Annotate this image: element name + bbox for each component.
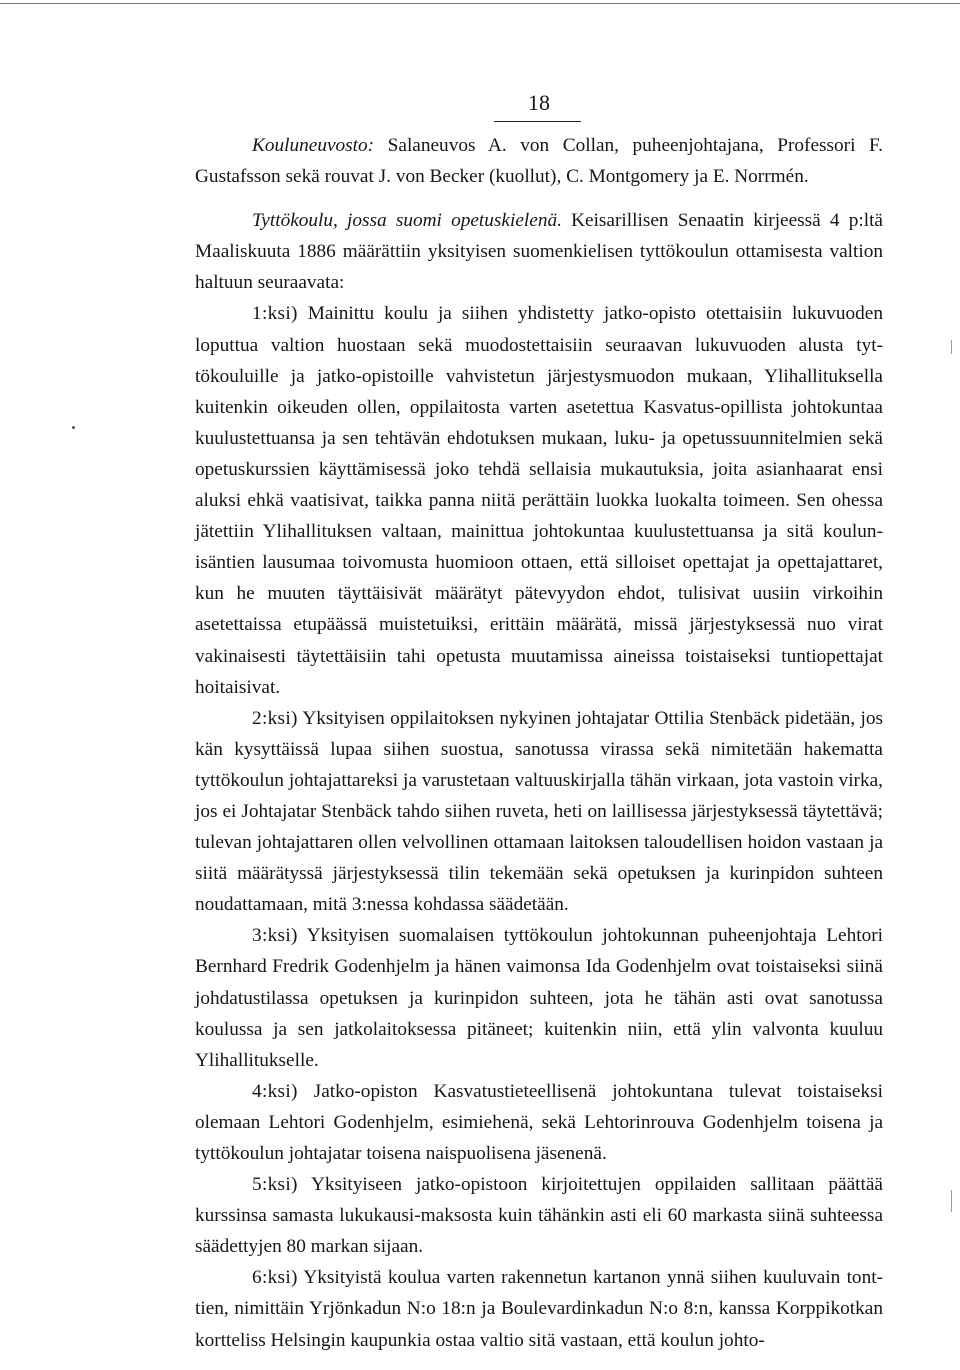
page-number-underline — [494, 121, 581, 122]
council-label: Kouluneuvosto: — [252, 135, 375, 156]
stray-ink-dot — [72, 426, 75, 429]
margin-tick-mark — [951, 340, 952, 354]
page-number: 18 — [528, 90, 550, 115]
margin-tick-mark — [951, 1190, 952, 1212]
item-text: Jatko-opiston Kasvatustieteellisenä johtokuntana tulevat toistaiseksi olemaan Lehtori Godenhjelm, esimiehenä, sekä Lehtorinrouva Godenhjelm toisena ja tyttökoulun johtajatar toisena naispuolisena jäsenenä. — [195, 1080, 883, 1164]
numbered-item — [195, 1262, 883, 1355]
numbered-item — [195, 703, 883, 921]
numbered-item — [195, 1169, 883, 1262]
item-number-label: 4:ksi) — [252, 1080, 298, 1102]
numbered-item — [195, 1076, 883, 1169]
top-edge-rule — [0, 3, 960, 4]
item-text: Yksityisen oppilaitoksen nykyinen johtajatar Ottilia Stenbäck pidetään, jos kän kysyttäissä lupaa siihen suostua, sanotussa virassa sekä nimitetään hakematta tyttökoulun johtajattareksi ja varustetaan valtuuskirjalla tähän virkaan, jota vastoin virka, jos ei Johtajatar Stenbäck tahdo siihen ruveta, heti on laillisessa järjestyksessä täytettävä; tulevan johtajattaren ollen velvollinen ottamaan laitoksen taloudellisen hoidon vastaan ja siitä määrätyssä järjestyksessä tilin tekemään sekä opetuksen ja kurinpidon suhteen noudattamaan, mitä 3:nessa kohdassa säädetään. — [195, 707, 883, 916]
item-number-label: 5:ksi) — [252, 1174, 298, 1196]
item-number-label: 6:ksi) — [252, 1267, 298, 1289]
language-paragraph — [195, 205, 883, 298]
language-label: Tyttökoulu, jossa suomi opetuskielenä. — [252, 210, 562, 232]
council-paragraph — [195, 130, 883, 192]
item-text: Yksityiseen jatko-opistoon kirjoitettujen oppilaiden sallitaan päättää kurssinsa samasta lukukausi-maksosta kuin tähänkin asti eli 60 markasta siinä suhteessa säädettyjen 80 markan sijaan. — [195, 1174, 883, 1258]
numbered-item — [195, 298, 883, 702]
numbered-item — [195, 920, 883, 1075]
item-number-label: 2:ksi) — [252, 707, 298, 729]
document-body — [195, 130, 883, 1356]
item-text: Yksityistä koulua varten rakennetun kartanon ynnä siihen kuuluvain tonttien, nimittäin Yrjönkadun N:o 18:n ja Boulevardinkadun N:o 8:n, kanssa Korppikotkan kortteliss Helsingin kaupunkia ostaa valtio sitä vastaan, että koulun johto- — [195, 1267, 883, 1351]
item-text: Yksityisen suomalaisen tyttökoulun johtokunnan puheenjohtaja Lehtori Bernhard Fredrik Godenhjelm ja hänen vaimonsa Ida Godenhjelm ovat toistaiseksi siinä johdatustilassa opetuksen ja kurinpidon suhteen, jota he tähän asti ovat sanotussa koulussa ja sen jatkolaitoksessa pitäneet; kuitenkin niin, että ylin valvonta kuuluu Ylihallitukselle. — [195, 925, 883, 1071]
item-text: Mainittu koulu ja siihen yhdistetty jatko-opisto otettaisiin lukuvuoden loputtua valtion huostaan sekä muodostettaisiin seuraavan lukuvuoden alusta tyttökouluille ja jatko-opistoille vahvistetun järjestysmuodon mukaan, Ylihallituksella kuitenkin oikeuden ollen, oppilaitosta varten asetettua Kasvatus-opillista johtokuntaa kuulustettuansa ja sen tehtävän ehdotuksen mukaan, luku- ja opetussuunnitelmien sekä opetuskurssien käyttämisessä joko tehdä sellaisia mukautuksia, joita asianhaarat ensi aluksi ehkä vaatisivat, taikka panna niitä perättäin luokka luokalta toimeen. Sen ohessa jätettiin Ylihallituksen valtaan, mainittua johtokuntaa kuulustettuansa ja sitä koulun-isäntien lausumaa toivomusta huomioon ottaen, että silloiset opettajat ja opettajattaret, kun he muuten täyttäisivät määrätyt pätevyydon ehdot, tulisivat uusiin virkoihin asetettaissa etupäässä muistetuiksi, erittäin määrätä, missä järjestyksessä nuo virat vakinaisesti täytettäisiin tahi opetusta muutamissa aineissa toistaiseksi tuntiopettajat hoitaisivat. — [195, 303, 883, 698]
item-number-label: 1:ksi) — [252, 303, 298, 325]
language-text: Keisarillisen Senaatin kirjeessä 4 p:ltä Maaliskuuta 1886 määrättiin yksityisen suomenkielisen tyttökoulun ottamisesta valtion haltuun seuraavata: — [195, 210, 883, 294]
item-number-label: 3:ksi) — [252, 925, 298, 947]
council-text: Salaneuvos A. von Collan, puheenjohtajana, Professori F. Gustafsson sekä rouvat J. von Becker (kuollut), C. Montgomery ja E. Norrmén. — [195, 135, 883, 188]
